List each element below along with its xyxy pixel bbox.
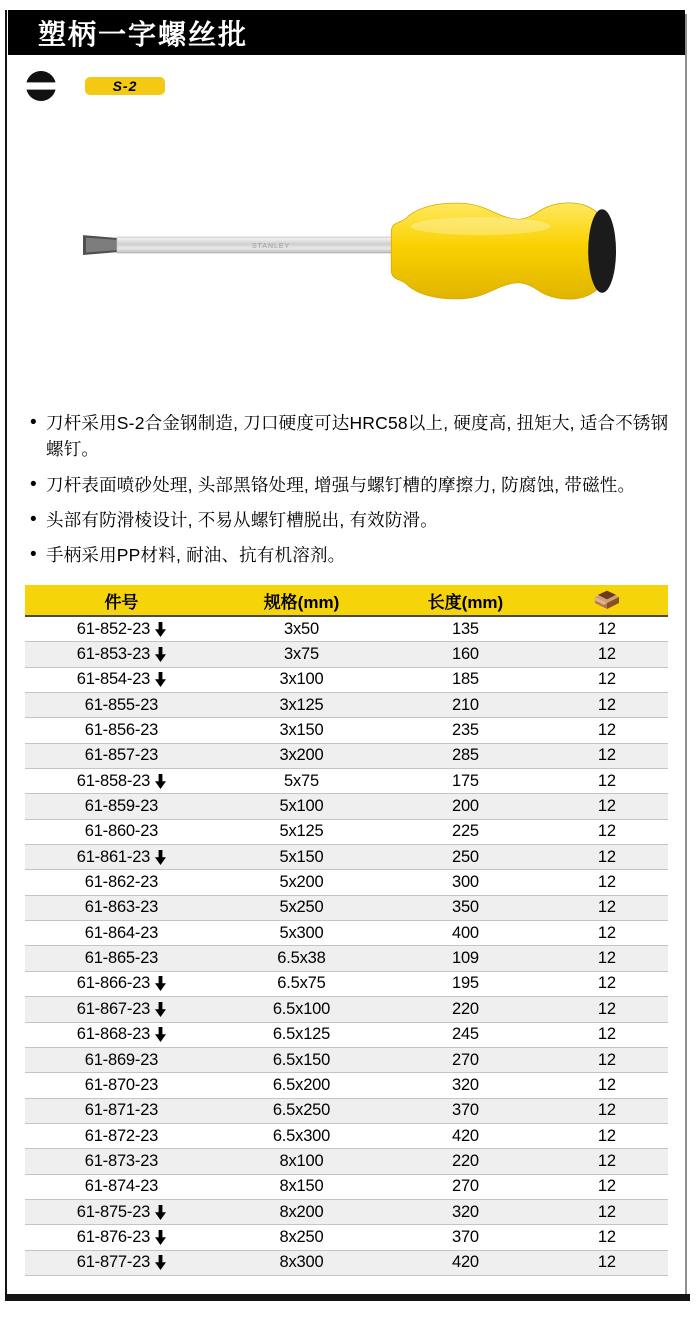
part-number-cell (25, 620, 218, 639)
part-number: 61-855-23 (84, 695, 159, 714)
pack-qty-cell: 12 (597, 1177, 616, 1196)
length-cell: 225 (451, 822, 479, 841)
pack-qty-cell: 12 (597, 1202, 616, 1221)
length-cell: 175 (451, 771, 479, 790)
feature-item: • 刀杆表面喷砂处理, 头部黑铬处理, 增强与螺钉槽的摩擦力, 防腐蚀, 带磁性。 (28, 472, 673, 498)
length-cell: 320 (451, 1202, 479, 1221)
part-number: 61-856-23 (84, 721, 159, 740)
part-number: 61-862-23 (84, 873, 159, 892)
part-number: 61-872-23 (84, 1126, 159, 1145)
part-number: 61-871-23 (84, 1101, 159, 1120)
spec-cell: 5x200 (279, 873, 324, 892)
pack-qty-cell: 12 (597, 923, 616, 942)
length-cell: 160 (451, 645, 479, 664)
part-number: 61-860-23 (84, 822, 159, 841)
pack-qty-cell: 12 (597, 645, 616, 664)
page-title-bar (8, 10, 685, 55)
table-row (25, 1073, 668, 1098)
part-number: 61-858-23 (76, 771, 151, 790)
part-number-cell (25, 1228, 218, 1247)
spec-cell: 5x100 (279, 797, 324, 816)
length-cell: 109 (451, 949, 479, 968)
spec-cell: 6.5x38 (277, 949, 326, 968)
down-arrow-icon (155, 672, 166, 687)
spec-cell: 5x125 (279, 822, 324, 841)
page-border-left (5, 10, 7, 1301)
page-border-right (685, 14, 687, 1298)
table-row (25, 946, 668, 971)
spec-cell: 6.5x100 (272, 999, 331, 1018)
table-row (25, 845, 668, 870)
spec-cell: 6.5x250 (272, 1101, 331, 1120)
part-number: 61-870-23 (84, 1075, 159, 1094)
pack-qty-cell: 12 (597, 746, 616, 765)
part-number-cell (25, 1076, 218, 1095)
part-number-cell (25, 670, 218, 689)
pack-qty-cell: 12 (597, 1126, 616, 1145)
pack-qty-cell: 12 (597, 898, 616, 917)
pack-qty-cell: 12 (597, 771, 616, 790)
spec-cell: 6.5x75 (277, 974, 326, 993)
part-number-cell (25, 848, 218, 867)
table-row (25, 1175, 668, 1200)
table-row (25, 1124, 668, 1149)
handle (391, 203, 611, 299)
part-number-cell (25, 721, 218, 740)
pack-qty-cell: 12 (597, 1025, 616, 1044)
table-row (25, 642, 668, 667)
page-title: 塑柄一字螺丝批 (38, 18, 249, 50)
length-cell: 350 (451, 898, 479, 917)
pack-qty-cell: 12 (597, 1227, 616, 1246)
table-row (25, 769, 668, 794)
slotted-tip-icon (25, 70, 57, 102)
length-cell: 135 (451, 619, 479, 638)
part-number: 61-859-23 (84, 797, 159, 816)
part-number-cell (25, 1025, 218, 1044)
part-number-cell (25, 974, 218, 993)
part-number-cell (25, 949, 218, 968)
part-number: 61-857-23 (84, 746, 159, 765)
part-number-cell (25, 1000, 218, 1019)
table-row (25, 1200, 668, 1225)
steel-grade-label: S-2 (112, 78, 138, 94)
part-number-cell (25, 1051, 218, 1070)
length-cell: 420 (451, 1253, 479, 1272)
spec-cell: 3x75 (283, 645, 319, 664)
table-row (25, 921, 668, 946)
spec-cell: 5x75 (283, 771, 319, 790)
part-number-cell (25, 1203, 218, 1222)
spec-cell: 8x150 (279, 1177, 324, 1196)
part-number-cell (25, 746, 218, 765)
feature-list (28, 410, 673, 577)
length-cell: 235 (451, 721, 479, 740)
part-number: 61-852-23 (76, 619, 151, 638)
length-cell: 220 (451, 1151, 479, 1170)
down-arrow-icon (155, 850, 166, 865)
spec-cell: 8x300 (279, 1253, 324, 1272)
table-row (25, 617, 668, 642)
part-number-cell (25, 772, 218, 791)
page-border-bottom (5, 1294, 690, 1301)
spec-cell: 6.5x150 (272, 1050, 331, 1069)
part-number-cell (25, 1152, 218, 1171)
spec-table (25, 585, 668, 1276)
spec-cell: 8x100 (279, 1151, 324, 1170)
table-body (25, 617, 668, 1276)
pack-qty-cell: 12 (597, 847, 616, 866)
table-row (25, 744, 668, 769)
part-number: 61-865-23 (84, 949, 159, 968)
spec-cell: 3x200 (279, 746, 324, 765)
table-row (25, 972, 668, 997)
length-cell: 400 (451, 923, 479, 942)
down-arrow-icon (155, 1230, 166, 1245)
part-number-cell (25, 696, 218, 715)
pack-qty-cell: 12 (597, 873, 616, 892)
table-row (25, 997, 668, 1022)
col-header-spec: 规格(mm) (263, 592, 340, 612)
part-number-cell (25, 797, 218, 816)
feature-item: • 刀杆采用S-2合金钢制造, 刀口硬度可达HRC58以上, 硬度高, 扭矩大, 适合不锈钢螺钉。 (28, 410, 673, 463)
pack-qty-cell: 12 (597, 619, 616, 638)
part-number: 61-869-23 (84, 1050, 159, 1069)
down-arrow-icon (155, 647, 166, 662)
part-number-cell (25, 1127, 218, 1146)
pack-qty-cell: 12 (597, 822, 616, 841)
part-number: 61-876-23 (76, 1227, 151, 1246)
length-cell: 195 (451, 974, 479, 993)
down-arrow-icon (155, 1255, 166, 1270)
length-cell: 250 (451, 847, 479, 866)
table-row (25, 1225, 668, 1250)
down-arrow-icon (155, 622, 166, 637)
table-row (25, 1048, 668, 1073)
pack-qty-cell: 12 (597, 670, 616, 689)
part-number: 61-861-23 (76, 847, 151, 866)
table-row (25, 1099, 668, 1124)
part-number: 61-867-23 (76, 999, 151, 1018)
down-arrow-icon (155, 774, 166, 789)
length-cell: 185 (451, 670, 479, 689)
spec-cell: 3x150 (279, 721, 324, 740)
col-header-pack (546, 590, 668, 611)
table-row (25, 668, 668, 693)
carton-icon (594, 590, 620, 610)
length-cell: 285 (451, 746, 479, 765)
length-cell: 245 (451, 1025, 479, 1044)
table-row (25, 1251, 668, 1276)
handle-end-cap (588, 209, 616, 293)
spec-cell: 5x250 (279, 898, 324, 917)
part-number: 61-863-23 (84, 898, 159, 917)
part-number: 61-853-23 (76, 645, 151, 664)
part-number: 61-873-23 (84, 1151, 159, 1170)
col-header-part: 件号 (104, 592, 139, 612)
spec-cell: 3x100 (279, 670, 324, 689)
pack-qty-cell: 12 (597, 949, 616, 968)
part-number-cell (25, 1101, 218, 1120)
down-arrow-icon (155, 1002, 166, 1017)
part-number-cell (25, 924, 218, 943)
pack-qty-cell: 12 (597, 1050, 616, 1069)
length-cell: 220 (451, 999, 479, 1018)
table-row (25, 870, 668, 895)
pack-qty-cell: 12 (597, 1151, 616, 1170)
part-number: 61-874-23 (84, 1177, 159, 1196)
part-number-cell (25, 1177, 218, 1196)
down-arrow-icon (155, 1205, 166, 1220)
part-number: 61-864-23 (84, 923, 159, 942)
part-number: 61-877-23 (76, 1253, 151, 1272)
length-cell: 210 (451, 695, 479, 714)
table-row (25, 820, 668, 845)
spec-cell: 6.5x125 (272, 1025, 331, 1044)
spec-cell: 3x50 (283, 619, 319, 638)
steel-grade-badge (85, 77, 165, 95)
table-row (25, 1023, 668, 1048)
part-number: 61-868-23 (76, 1025, 151, 1044)
length-cell: 200 (451, 797, 479, 816)
feature-item: • 手柄采用PP材料, 耐油、抗有机溶剂。 (28, 542, 673, 568)
length-cell: 300 (451, 873, 479, 892)
spec-cell: 6.5x200 (272, 1075, 331, 1094)
table-row (25, 896, 668, 921)
product-image (83, 190, 620, 312)
pack-qty-cell: 12 (597, 721, 616, 740)
part-number-cell (25, 822, 218, 841)
length-cell: 370 (451, 1101, 479, 1120)
col-header-length: 长度(mm) (427, 592, 504, 612)
length-cell: 270 (451, 1177, 479, 1196)
part-number: 61-866-23 (76, 974, 151, 993)
part-number: 61-875-23 (76, 1202, 151, 1221)
down-arrow-icon (155, 976, 166, 991)
pack-qty-cell: 12 (597, 1075, 616, 1094)
pack-qty-cell: 12 (597, 1253, 616, 1272)
table-row (25, 794, 668, 819)
table-row (25, 718, 668, 743)
pack-qty-cell: 12 (597, 797, 616, 816)
pack-qty-cell: 12 (597, 974, 616, 993)
table-header-row (25, 585, 668, 617)
part-number-cell (25, 873, 218, 892)
part-number: 61-854-23 (76, 670, 151, 689)
spec-cell: 6.5x300 (272, 1126, 331, 1145)
shaft-brand-text: STANLEY (252, 243, 291, 251)
down-arrow-icon (155, 1027, 166, 1042)
badge-row (25, 70, 165, 102)
spec-cell: 5x300 (279, 923, 324, 942)
pack-qty-cell: 12 (597, 999, 616, 1018)
spec-cell: 3x125 (279, 695, 324, 714)
length-cell: 420 (451, 1126, 479, 1145)
pack-qty-cell: 12 (597, 695, 616, 714)
length-cell: 270 (451, 1050, 479, 1069)
length-cell: 370 (451, 1227, 479, 1246)
part-number-cell (25, 645, 218, 664)
part-number-cell (25, 898, 218, 917)
spec-cell: 8x250 (279, 1227, 324, 1246)
table-row (25, 693, 668, 718)
length-cell: 320 (451, 1075, 479, 1094)
feature-item: • 头部有防滑棱设计, 不易从螺钉槽脱出, 有效防滑。 (28, 507, 673, 533)
pack-qty-cell: 12 (597, 1101, 616, 1120)
table-row (25, 1149, 668, 1174)
spec-cell: 8x200 (279, 1202, 324, 1221)
part-number-cell (25, 1253, 218, 1272)
spec-cell: 5x150 (279, 847, 324, 866)
